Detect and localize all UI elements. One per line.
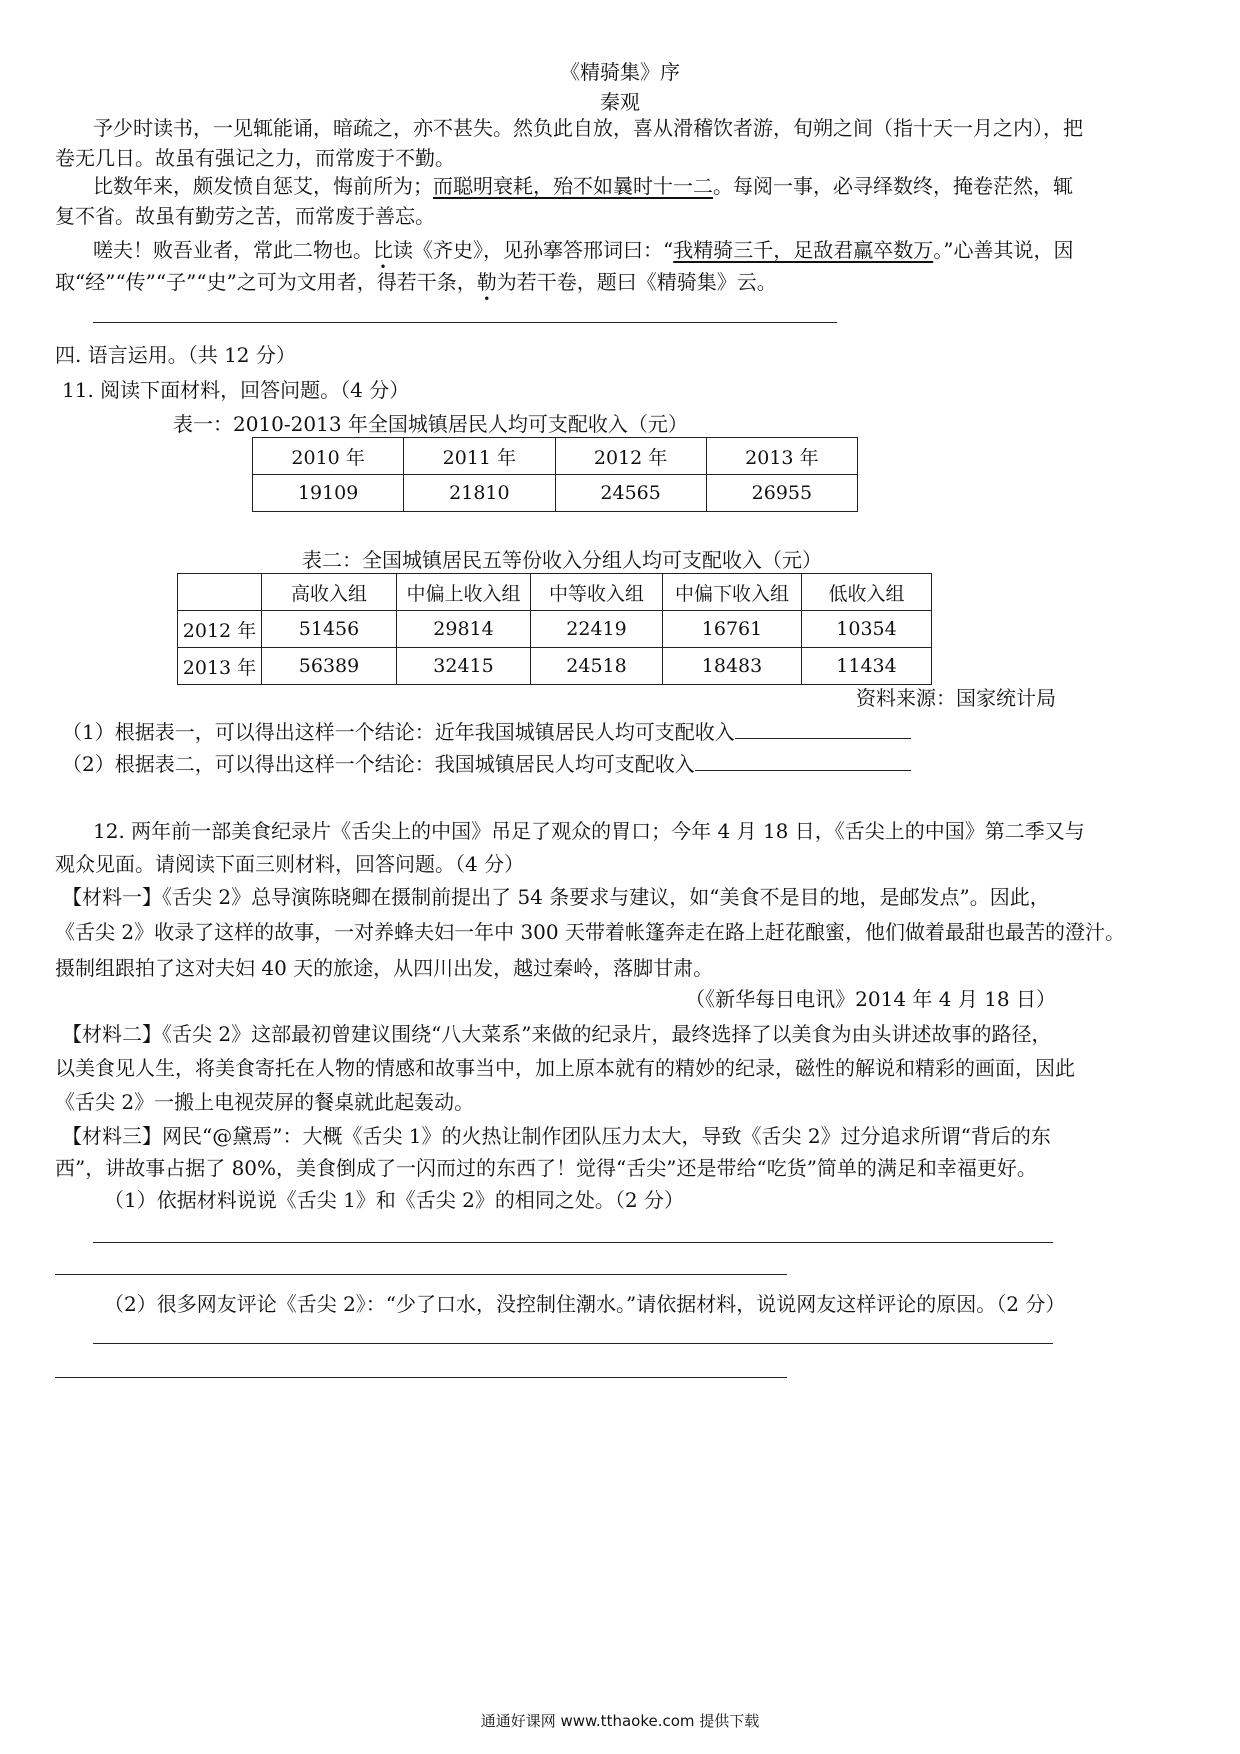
- table-cell: 2011 年: [404, 438, 555, 475]
- table-cell: 56389: [262, 648, 397, 685]
- data-source: 资料来源：国家统计局: [856, 686, 1056, 710]
- table-cell: 2012 年: [178, 611, 262, 648]
- passage-p2-line2: 复不省。故虽有勤劳之苦，而常废于善忘。: [55, 204, 435, 228]
- passage-p3-text-c: 。”心善其说，因: [933, 238, 1074, 262]
- material2-line1: 【材料二】《舌尖 2》这部最初曾建议围绕“八大菜系”来做的纪录片，最终选择了以美食为由头讲述故事的路径，: [62, 1022, 1052, 1046]
- q12-stem-line2: 观众见面。请阅读下面三则材料，回答问题。（4 分）: [55, 852, 525, 876]
- passage-p3-text-e: 为若干卷，题曰《精骑集》云。: [496, 270, 777, 294]
- material3-line1: 【材料三】网民“@黛焉”：大概《舌尖 1》的火热让制作团队压力太大，导致《舌尖 2》过分追求所谓“背后的东: [62, 1124, 1051, 1148]
- footer-credit: 通通好课网 www.tthaoke.com 提供下载: [480, 1712, 760, 1730]
- table-cell: 2010 年: [253, 438, 404, 475]
- q11-sub2: [62, 750, 911, 778]
- material1-source: （《新华每日电讯》2014 年 4 月 18 日）: [685, 987, 1056, 1011]
- answer-line-translation[interactable]: [93, 322, 837, 323]
- material1-line1: 【材料一】《舌尖 2》总导演陈晓卿在摄制前提出了 54 条要求与建议，如“美食不是目的地，是邮发点”。因此，: [62, 885, 1050, 909]
- answer-line[interactable]: [55, 1274, 787, 1275]
- table-cell: 22419: [531, 611, 663, 648]
- table-cell: 11434: [802, 648, 932, 685]
- table-cell: 24518: [531, 648, 663, 685]
- passage-p3-text-a: 嗟夫！败吾业者，常此二物也。: [93, 238, 373, 262]
- table-cell: 中偏下收入组: [663, 574, 802, 611]
- table-cell: 51456: [262, 611, 397, 648]
- dotted-char-bi: 比: [373, 238, 393, 262]
- answer-blank[interactable]: [695, 750, 911, 771]
- table-cell: 21810: [404, 475, 555, 512]
- passage-author: 秦观: [600, 90, 640, 114]
- q12-sub2: （2）很多网友评论《舌尖 2》：“少了口水，没控制住潮水。”请依据材料，说说网友这样评论的原因。（2 分）: [104, 1292, 1066, 1316]
- table-row: [253, 475, 858, 512]
- table-cell: 19109: [253, 475, 404, 512]
- table-cell: 2012 年: [555, 438, 706, 475]
- underlined-sentence-2: 我精骑三千，足敌君羸卒数万: [673, 238, 934, 262]
- answer-line[interactable]: [93, 1242, 1053, 1243]
- passage-p3-line1: [93, 236, 1073, 264]
- table-cell: 低收入组: [802, 574, 932, 611]
- passage-p2-text-a: 比数年来，颇发愤自惩艾，悔前所为；: [93, 174, 433, 198]
- table1-caption: 表一：2010-2013 年全国城镇居民人均可支配收入（元）: [173, 412, 688, 436]
- material2-line2: 以美食见人生，将美食寄托在人物的情感和故事当中，加上原本就有的精妙的纪录，磁性的解说和精彩的画面，因此: [55, 1056, 1075, 1080]
- passage-p2-text-b: 。每阅一事，必寻绎数终，掩卷茫然，辄: [713, 174, 1073, 198]
- table-cell: [178, 574, 262, 611]
- table-row: [253, 438, 858, 475]
- passage-p3-text-d: 取“经”“传”“子”“史”之可为文用者，得若干条，: [55, 270, 477, 294]
- passage-p1-line1: 予少时读书，一见辄能诵，暗疏之，亦不甚失。然负此自放，喜从滑稽饮者游，旬朔之间（指十天一月之内），把: [93, 116, 1083, 140]
- table-cell: 2013 年: [178, 648, 262, 685]
- passage-p1-line2: 卷无几日。故虽有强记之力，而常废于不勤。: [55, 146, 455, 170]
- table-row: [178, 574, 932, 611]
- q11-sub1: [62, 718, 911, 746]
- passage-p3-text-b: 读《齐史》，见孙搴答邢词曰：“: [393, 238, 674, 262]
- table-cell: 16761: [663, 611, 802, 648]
- passage-title: 《精骑集》序: [560, 60, 680, 84]
- table-cell: 18483: [663, 648, 802, 685]
- table-cell: 24565: [555, 475, 706, 512]
- table1: [252, 437, 858, 512]
- table-cell: 32415: [397, 648, 531, 685]
- section-heading: 四. 语言运用。（共 12 分）: [55, 343, 296, 367]
- passage-p2-line1: [93, 172, 1073, 200]
- answer-line[interactable]: [55, 1377, 787, 1378]
- table-cell: 2013 年: [706, 438, 857, 475]
- material1-line2: 《舌尖 2》收录了这样的故事，一对养蜂夫妇一年中 300 天带着帐篷奔走在路上赶花酿蜜，他们做着最甜也最苦的澄汁。: [55, 920, 1125, 944]
- q11-sub1-text: （1）根据表一，可以得出这样一个结论：近年我国城镇居民人均可支配收入: [62, 720, 735, 744]
- answer-blank[interactable]: [735, 718, 911, 739]
- table-cell: 中偏上收入组: [397, 574, 531, 611]
- table-cell: 高收入组: [262, 574, 397, 611]
- material1-line3: 摄制组跟拍了这对夫妇 40 天的旅途，从四川出发，越过秦岭，落脚甘肃。: [55, 956, 714, 980]
- q12-stem-line1: 12. 两年前一部美食纪录片《舌尖上的中国》吊足了观众的胃口；今年 4 月 18 日，《舌尖上的中国》第二季又与: [93, 819, 1085, 843]
- dotted-char-le: 勒: [476, 270, 497, 294]
- table2: [177, 573, 932, 685]
- table-cell: 29814: [397, 611, 531, 648]
- table-cell: 中等收入组: [531, 574, 663, 611]
- material2-line3: 《舌尖 2》一搬上电视荧屏的餐桌就此起轰动。: [55, 1090, 475, 1114]
- material3-line2: 西”，讲故事占据了 80%，美食倒成了一闪而过的东西了！觉得“舌尖”还是带给“吃货”简单的满足和幸福更好。: [55, 1156, 1037, 1180]
- table-row: [178, 611, 932, 648]
- table2-caption: 表二：全国城镇居民五等份收入分组人均可支配收入（元）: [302, 548, 822, 572]
- table-row: [178, 648, 932, 685]
- underlined-sentence-1: 而聪明衰耗，殆不如曩时十一二: [433, 174, 713, 198]
- q11-stem: 11. 阅读下面材料，回答问题。（4 分）: [62, 378, 410, 402]
- q12-sub1: （1）依据材料说说《舌尖 1》和《舌尖 2》的相同之处。（2 分）: [104, 1188, 684, 1212]
- q11-sub2-text: （2）根据表二，可以得出这样一个结论：我国城镇居民人均可支配收入: [62, 752, 695, 776]
- passage-p3-line2: [55, 268, 777, 296]
- table-cell: 10354: [802, 611, 932, 648]
- answer-line[interactable]: [93, 1343, 1053, 1344]
- table-cell: 26955: [706, 475, 857, 512]
